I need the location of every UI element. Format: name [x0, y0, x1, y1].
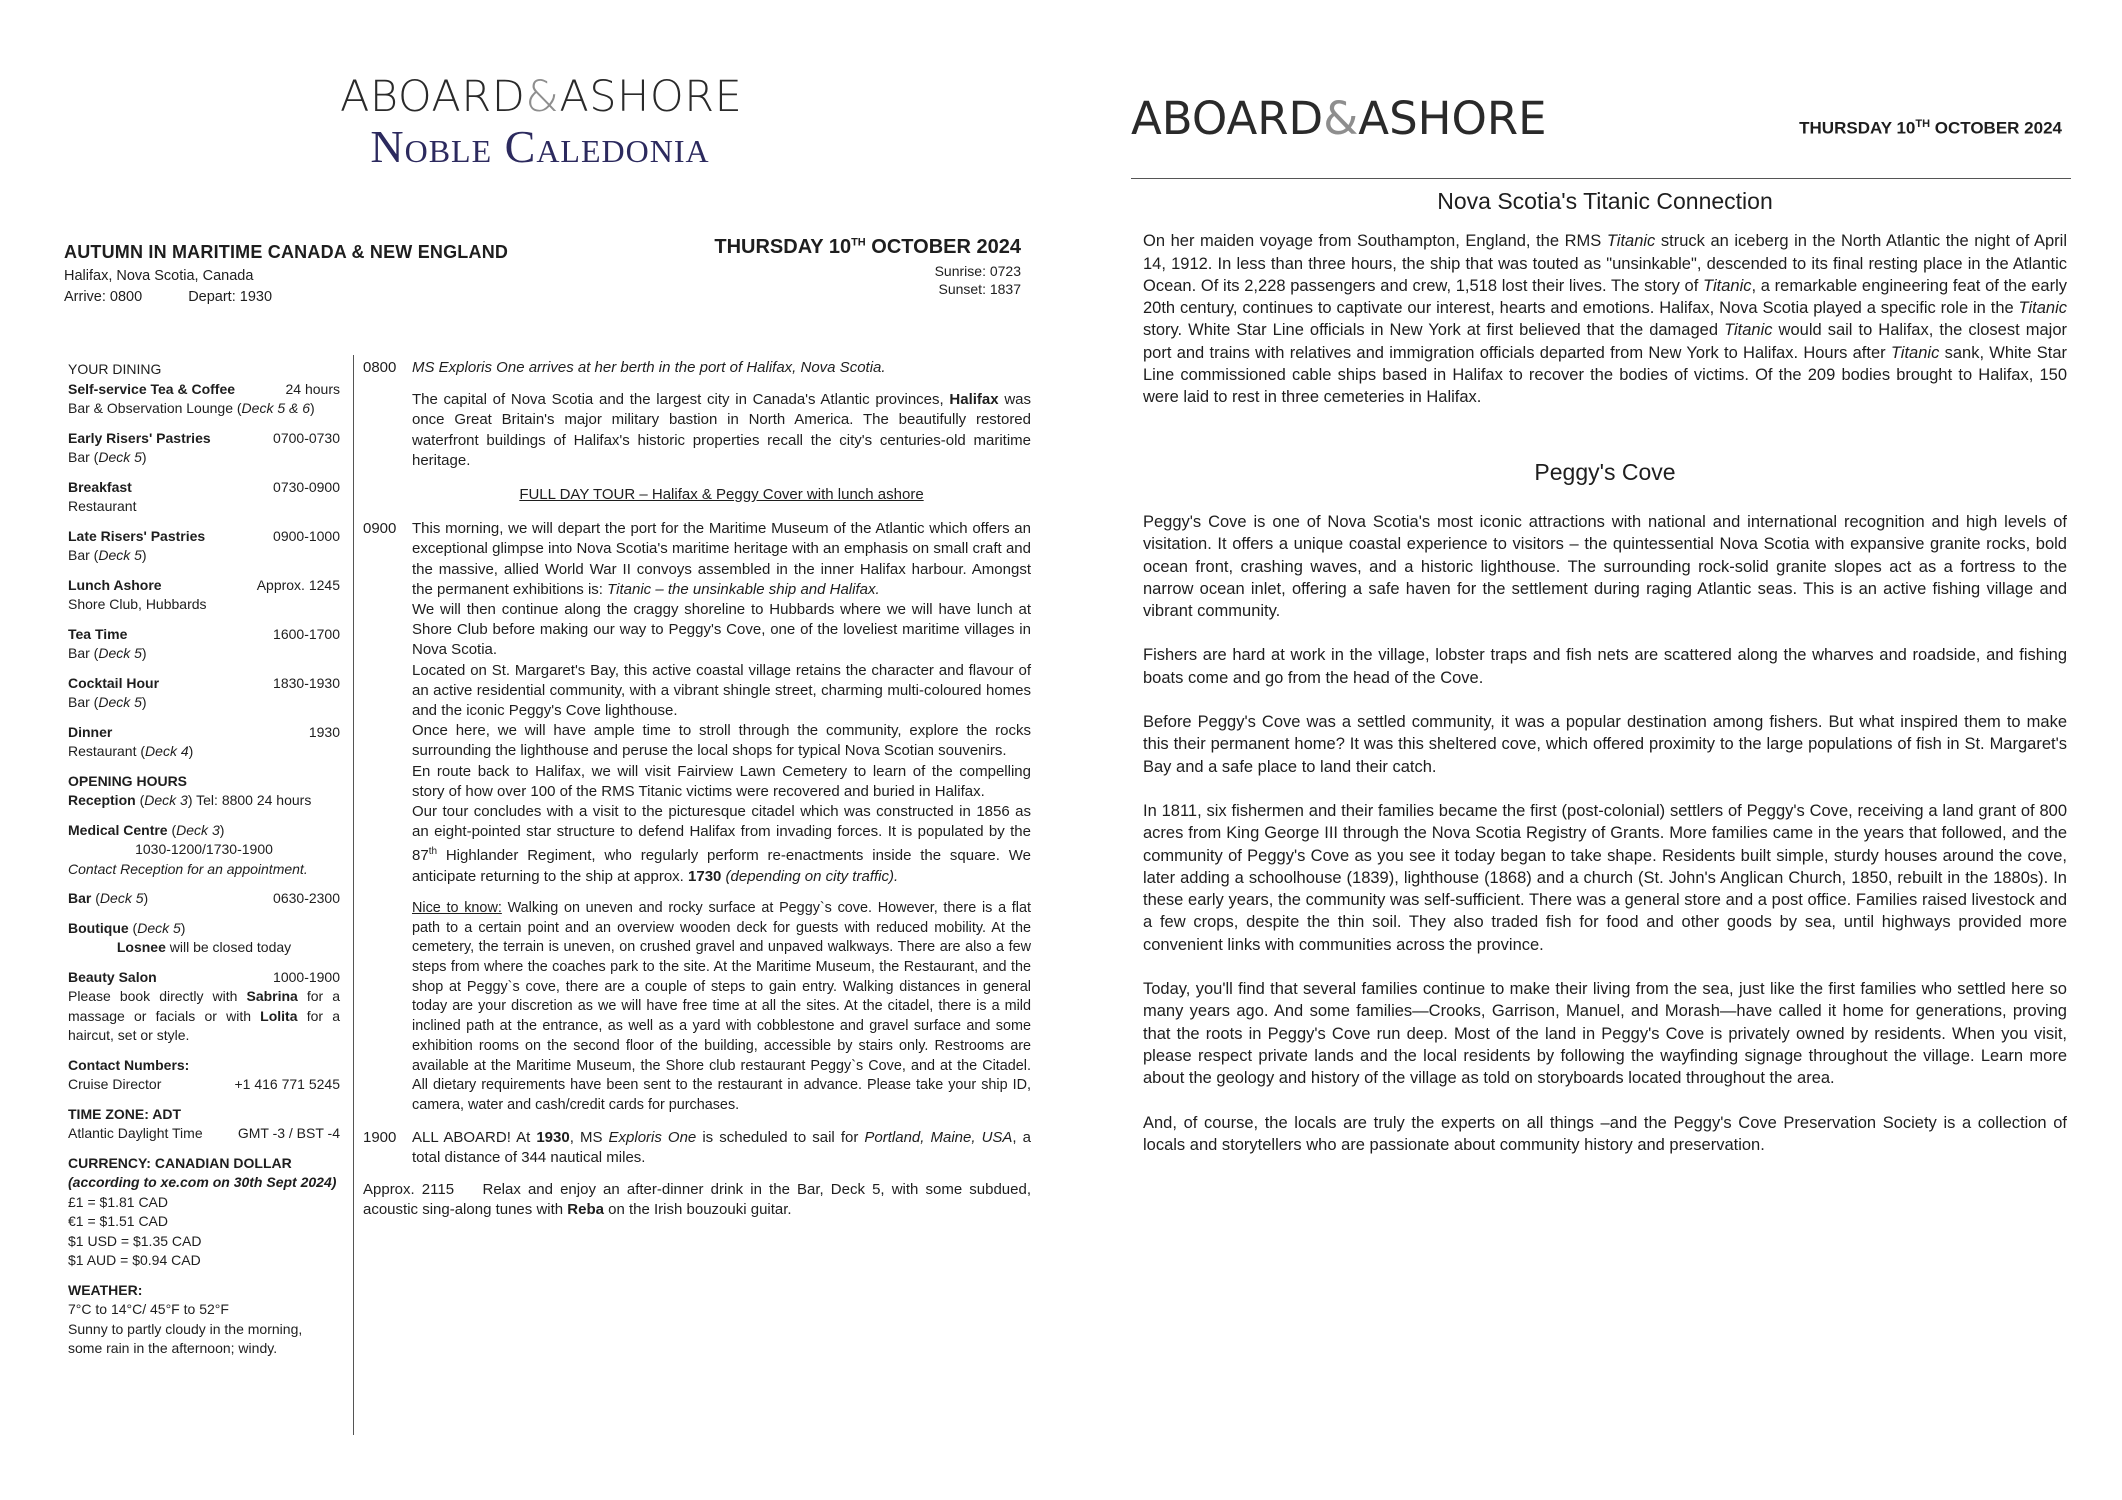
- contact-numbers: Contact Numbers: Cruise Director +1 416 771 5245: [68, 1056, 340, 1095]
- rate-eur: €1 = $1.51 CAD: [68, 1213, 169, 1229]
- opening-beauty-salon: Beauty Salon 1000-1900 Please book directly with Sabrina for a massage or facials or with Lolita for a haircut, set or style.: [68, 968, 341, 1043]
- peggy-paragraph: Fishers are hard at work in the village, lobster traps and fish nets are scattered along the wharves and roadside, and fishing boats come and go from the head of the Cove.: [1143, 646, 2067, 687]
- page-date: THURSDAY 10TH OCTOBER 2024: [714, 236, 1021, 258]
- opening-reception: OPENING HOURS Reception (Deck 3) Tel: 8800 24 hours: [68, 772, 340, 811]
- dining-late-risers: Late Risers' Pastries 0900-1000 Bar (Deck 5): [68, 527, 340, 563]
- dining-early-risers: Early Risers' Pastries 0700-0730 Bar (Deck 5): [68, 429, 340, 465]
- sunset: Sunset: 1837: [938, 281, 1021, 297]
- voyage-title: AUTUMN IN MARITIME CANADA & NEW ENGLAND: [64, 242, 509, 262]
- dining-tea-coffee: YOUR DINING Self-service Tea & Coffee 24 hours Bar & Observation Lounge (Deck 5 & 6): [68, 361, 340, 416]
- rate-aud: $1 AUD = $0.94 CAD: [68, 1252, 201, 1268]
- dining-lunch: Lunch Ashore Approx. 1245 Shore Club, Hubbards: [68, 576, 340, 612]
- column-divider: [353, 355, 354, 1435]
- right-page: [1061, 0, 2122, 1500]
- rate-usd: $1 USD = $1.35 CAD: [68, 1232, 202, 1249]
- date-block: [621, 236, 1021, 297]
- dining-tea-time: Tea Time 1600-1700 Bar (Deck 5): [68, 625, 340, 661]
- peggy-paragraph: And, of course, the locals are truly the experts on all things –and the Peggy's Cove Preservation Society is a collection of locals and storytellers who are passionate about community history and preservation.: [1143, 1113, 2067, 1154]
- itinerary-0900: 0900 This morning, we will depart the port for the Maritime Museum of the Atlantic which offers an exceptional glimpse into Nova Scotia's maritime heritage with an emphasis on small craft and the massive, allied World War II convoys assembled in the inner Halifax harbour. Amongst the permanent exhibitions is: Titanic – the unsinkable ship and Halifax. We will then continue along the craggy shoreline to Hubbards where we will have lunch at Shore Club before making our way to Peggy's Cove, one of the loveliest maritime villages in Nova Scotia. Located on St. Margaret's Bay, this active coastal village retains the character and flavour of an active residential community, with a vibrant shingle street, charming multi-coloured homes and the iconic Peggy's Cove lighthouse. Once here, we will have ample time to stroll through the community, explore the rocks surrounding the lighthouse and peruse the local shops for typical Nova Scotian souvenirs. En route back to Halifax, we will visit Fairview Lawn Cemetery to learn of the compelling story of how over 100 of the RMS Titanic victims were recovered and buried in Halifax. Our tour concludes with a visit to the picturesque citadel which was constructed in 1856 as an eight-pointed star structure to defend Halifax from invading forces. It is populated by the 87th Highlander Regiment, who regularly perform re-enactments inside the square. We anticipate returning to the ship at approx. 1730 (depending on city traffic). Nice to know: Walking on uneven and rocky surface at Peggy`s cove. However, there is a flat path to a certain point and an overview wooden deck for guests with reduced mobility. At the cemetery, the terrain is uneven, on crushed gravel and unpaved walkways. There are also a few steps from where the coaches park to the site. At the Maritime Museum, the Restaurant, and the shop at Peggy`s cove, there are a couple of steps to gain entry. Walking distances in general today are your discretion as we will have free time at all the sites. At the citadel, there is a mild inclined path at the entrance, as well as a yard with cobblestone and gravel surface and some exhibition rooms on the second floor of the building, accessible by stairs only. Restrooms are available at the Maritime Museum, the Shore club restaurant Peggy`s Cove, and at the Citadel. All dietary requirements have been sent to the restaurant in advance. Please take your ship ID, camera, water and cash/credit cards for purchases.: [363, 519, 1031, 1115]
- info-sidebar: [68, 360, 340, 1369]
- logo-brand: ABOARD&ASHORE: [340, 72, 743, 122]
- itinerary-0800: 0800 MS Exploris One arrives at her berth in the port of Halifax, Nova Scotia.: [363, 359, 886, 376]
- currency: CURRENCY: CANADIAN DOLLAR (according to xe.com on 30th Sept 2024) £1 = $1.81 CAD €1 = $1.51 CAD $1 USD = $1.35 CAD $1 AUD = $0.94 CAD: [68, 1154, 340, 1271]
- peggy-paragraph: Before Peggy's Cove was a settled community, it was a popular destination among fishers. But what inspired them to make this their permanent home? It was this sheltered cove, which offered proximity to the large populations of fish in St. Margaret's Bay and a safe place to land their catch.: [1143, 713, 2067, 776]
- itinerary-1900: 1900 ALL ABOARD! At 1930, MS Exploris One is scheduled to sail for Portland, Maine, USA, a total distance of 344 nautical miles.: [363, 1128, 1031, 1166]
- titanic-heading: Nova Scotia's Titanic Connection: [1437, 188, 1773, 214]
- opening-hours-heading: OPENING HOURS: [68, 772, 188, 789]
- dining-dinner: Dinner 1930 Restaurant (Deck 4): [68, 723, 340, 759]
- nice-to-know: Nice to know: Walking on uneven and rocky surface at Peggy`s cove. However, there is a flat path to a certain point and an overview wooden deck for guests with reduced mobility. At the cemetery, the terrain is uneven, on crushed gravel and unpaved walkways. There are also a few steps from where the coaches park to the site. At the Maritime Museum, the Restaurant, and the shop at Peggy`s cove, there are a couple of steps to gain entry. Walking distances in general today are your discretion as we will have free time at all the sites. At the citadel, there is a mild inclined path at the entrance, as well as a yard with cobblestone and gravel surface and some exhibition rooms on the second floor of the building, accessible by stairs only. Restrooms are available at the Maritime Museum, the Shore club restaurant Peggy`s Cove, and at the Citadel. All dietary requirements have been sent to the restaurant in advance. Please take your ship ID, camera, water and cash/credit cards for purchases.: [412, 899, 1031, 1113]
- dining-breakfast: Breakfast 0730-0900 Restaurant: [68, 478, 340, 514]
- titanic-paragraph: On her maiden voyage from Southampton, England, the RMS Titanic struck an iceberg in the North Atlantic the night of April 14, 1912. In less than three hours, the ship that was touted as "unsinkable", descended to its final resting place in the Atlantic Ocean. Of its 2,228 passengers and crew, 1,518 lost their lives. The story of Titanic, a remarkable engineering feat of the early 20th century, continues to captivate our interest, hearts and emotions. Halifax, Nova Scotia played a specific role in the Titanic story. White Star Line officials in New York at first believed that the damaged Titanic would sail to Halifax, the closest major port and trains with relatives and immigration officials departed from New York to Halifax. Hours after Titanic sank, White Star Line commissioned cable ships based in Halifax to recover the bodies of victims. Of the 209 bodies brought to Halifax, 150 were laid to rest in three cemeteries in Halifax.: [1143, 232, 2067, 407]
- peggys-cove-heading: Peggy's Cove: [1534, 458, 1676, 485]
- aboard-ashore-logo: [340, 72, 743, 173]
- arrive-time: Arrive: 0800: [64, 289, 143, 305]
- itinerary: [363, 358, 1031, 1220]
- depart-time: Depart: 1930: [188, 289, 273, 305]
- noble-caledonia-logo: Noble Caledonia: [370, 121, 710, 172]
- aboard-ashore-logo-right: ABOARD&ASHORE: [1131, 92, 1547, 145]
- arrive-depart: [64, 289, 564, 305]
- article: [1143, 190, 2067, 1178]
- weather: WEATHER: 7°C to 14°C/ 45°F to 52°F Sunny to partly cloudy in the morning, some rain in the afternoon; windy.: [68, 1281, 303, 1356]
- port-location: Halifax, Nova Scotia, Canada: [64, 268, 254, 284]
- opening-boutique: Boutique (Deck 5) Losnee will be closed today: [68, 919, 292, 955]
- page-date-right: THURSDAY 10TH OCTOBER 2024: [1799, 118, 2062, 138]
- sunrise: Sunrise: 0723: [934, 263, 1021, 279]
- rate-gbp: £1 = $1.81 CAD: [68, 1193, 169, 1210]
- itinerary-2115: Approx. 2115 Relax and enjoy an after-dinner drink in the Bar, Deck 5, with some subdued, acoustic sing-along tunes with Reba on the Irish bouzouki guitar.: [363, 1181, 1031, 1219]
- voyage-header: [64, 242, 564, 305]
- opening-medical: Medical Centre (Deck 3) 1030-1200/1730-1900 Contact Reception for an appointment.: [68, 821, 308, 877]
- header-rule: [1131, 178, 2071, 179]
- peggy-paragraph: In 1811, six fishermen and their families became the first (post-colonial) settlers of Peggy's Cove, receiving a land grant of 800 acres from King George III through the Nova Scotia Registry of Grants. More families came in the years that followed, and the community of Peggy's Cove as you see it today began to take shape. Residents built simple, sturdy houses around the cove, later adding a schoolhouse (1839), lighthouse (1868) and a church (St. John's Anglican Church, 1850, rebuilt in the 1880s). In these early years, the community was self-sufficient. There was a general store and a post office. Families raised livestock and a few crops, despite the thin soil. They also traded fish for food and other goods by sea, until highways provided more convenient links with communities across the province.: [1143, 801, 2067, 954]
- peggy-paragraph: Today, you'll find that several families continue to make their living from the sea, just like the first families who settled here so many years ago. And some families—Crooks, Garrison, Manuel, and Morash—have called it home for generations, proving that the roots in Peggy's Cove run deep. Most of the land in Peggy's Cove is privately owned by residents. When you visit, please respect private lands and the local residents by following the wayfinding signage throughout the village. Learn more about the geology and history of the village as told on storyboards located throughout the area.: [1143, 980, 2067, 1088]
- opening-bar: Bar (Deck 5) 0630-2300: [68, 890, 340, 906]
- time-zone: TIME ZONE: ADT Atlantic Daylight Time GMT -3 / BST -4: [68, 1105, 340, 1141]
- dining-cocktail: Cocktail Hour 1830-1930 Bar (Deck 5): [68, 674, 340, 710]
- halifax-intro: The capital of Nova Scotia and the largest city in Canada's Atlantic provinces, Halifax was once Great Britain's major military bastion in North America. The beautifully restored waterfront buildings of Halifax's historic properties recall the city's centuries-old maritime heritage.: [412, 391, 1031, 469]
- cruise-director-phone: +1 416 771 5245: [234, 1076, 340, 1092]
- dining-heading: YOUR DINING: [68, 361, 162, 377]
- peggy-paragraph: Peggy's Cove is one of Nova Scotia's most iconic attractions with national and international recognition and high levels of visitation. It offers a unique coastal experience to visitors – the quintessential Nova Scotia with expansive granite rocks, bold ocean front, crashing waves, and a historic lighthouse. The surrounding rock-solid granite slopes act as a fortress to the narrow ocean inlet, offering a safe haven for the settlement during raging Atlantic seas. This is an active fishing village and vibrant community.: [1143, 512, 2067, 621]
- tour-title: FULL DAY TOUR – Halifax & Peggy Cover with lunch ashore: [519, 486, 924, 504]
